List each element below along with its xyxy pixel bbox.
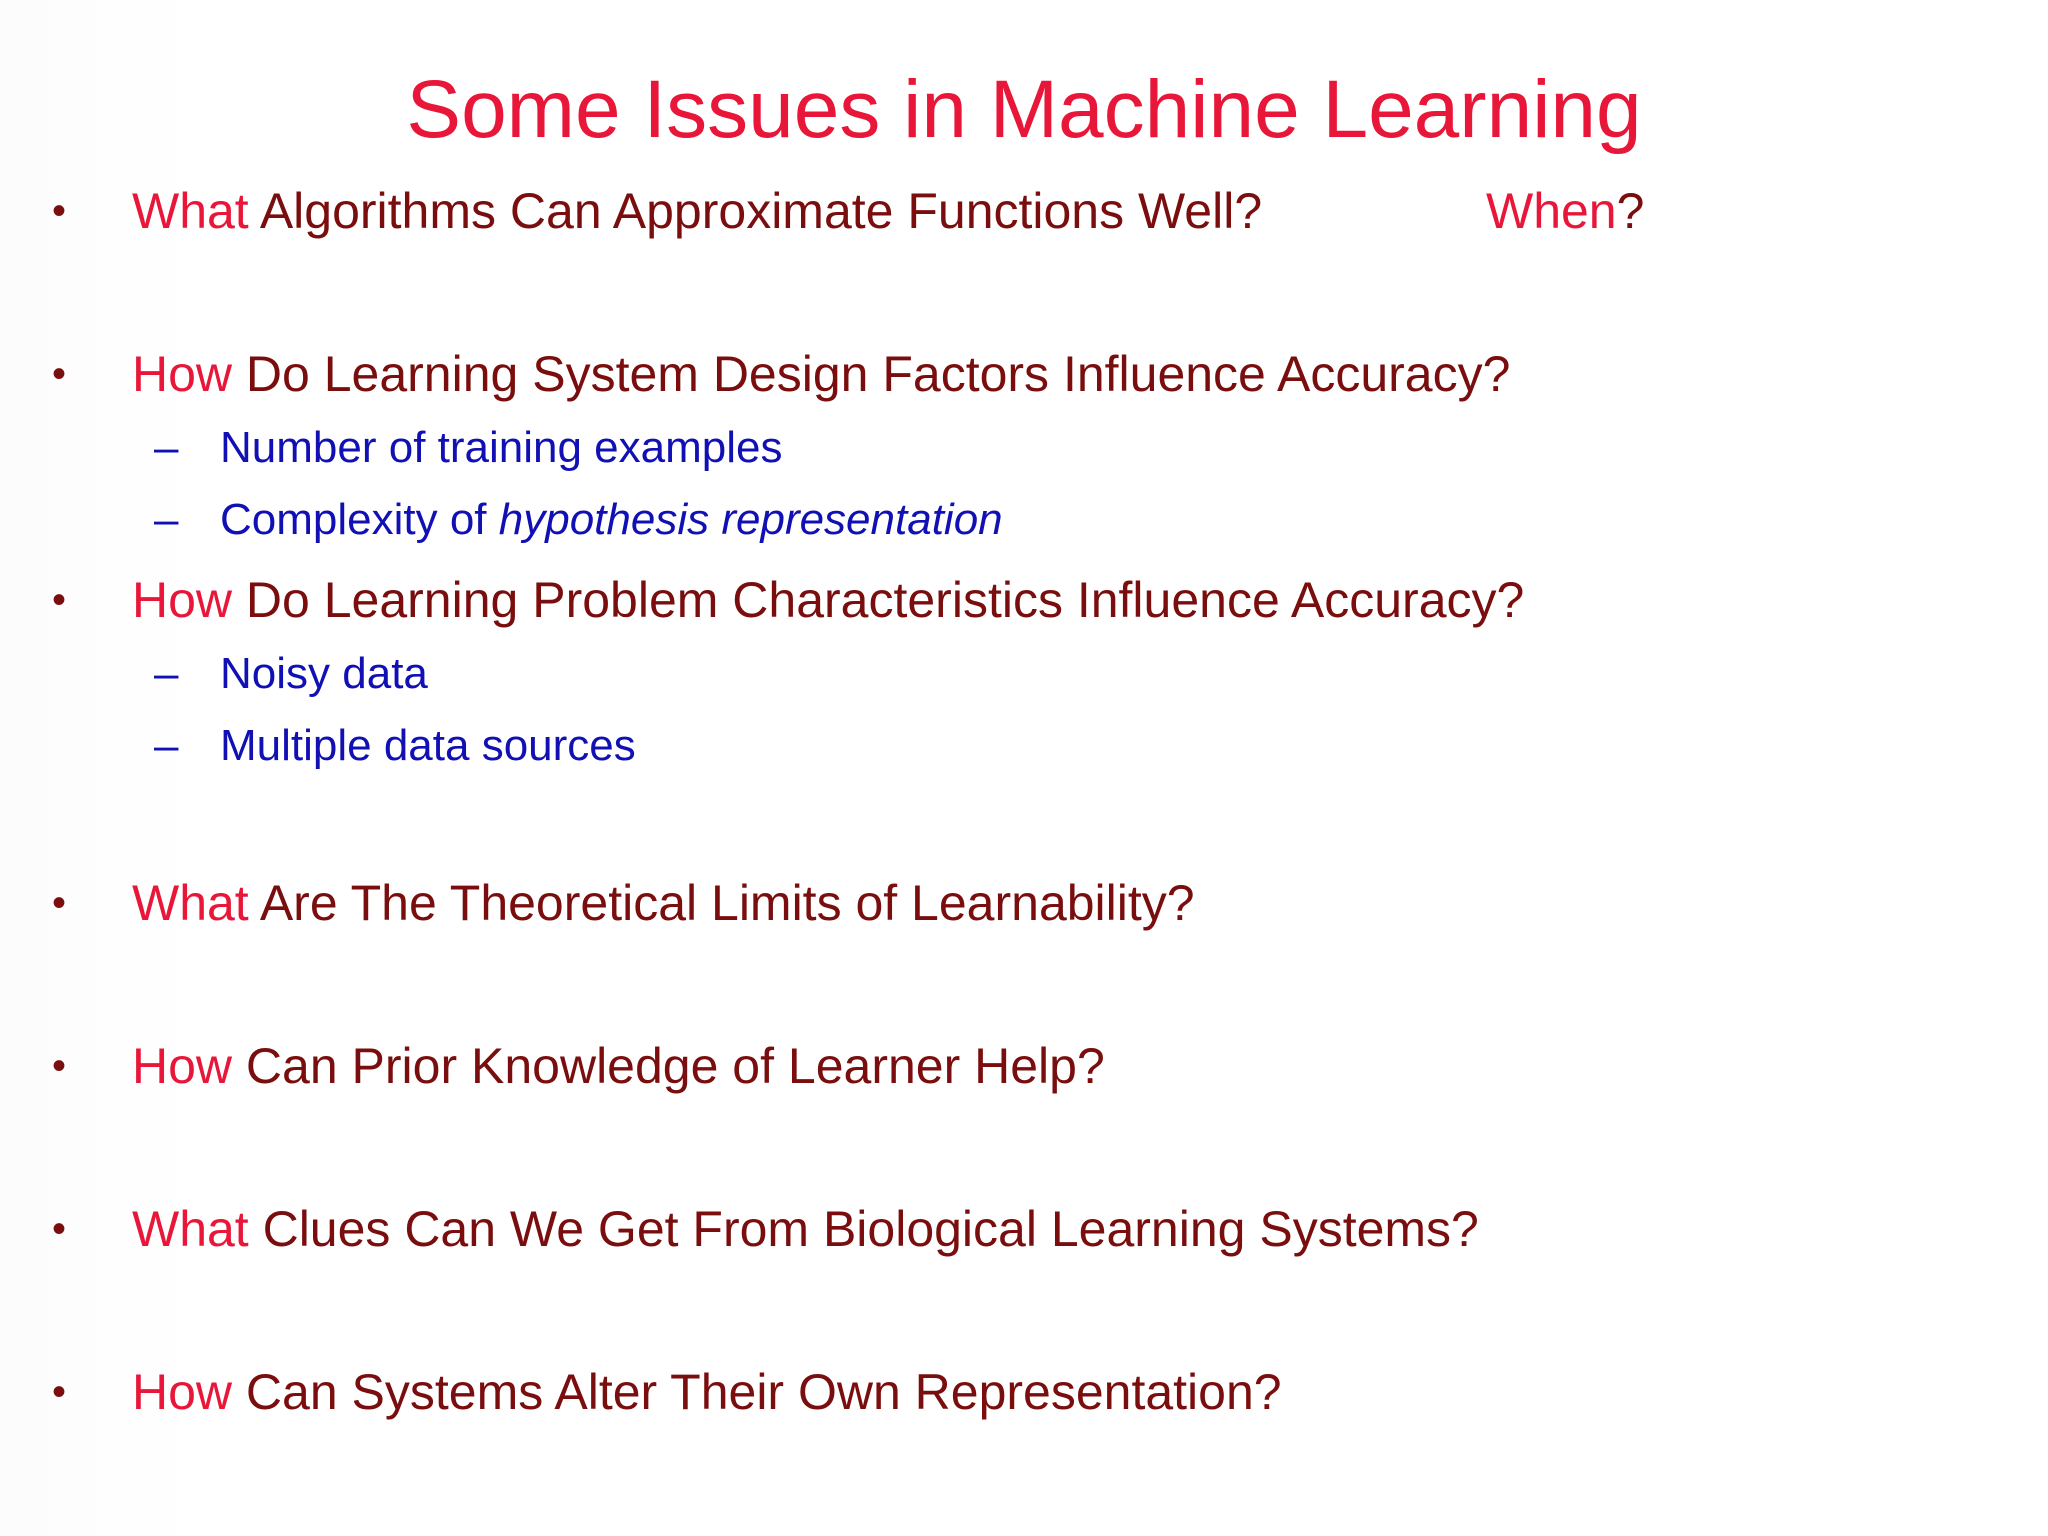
bullet-prior-knowledge (52, 1036, 1105, 1096)
bullet-marker: • (52, 578, 67, 622)
bullet-biological-clues (52, 1199, 1479, 1259)
bullet-text: Clues Can We Get From Biological Learning Systems? (248, 1201, 1479, 1257)
bullet-marker: • (52, 1044, 67, 1088)
subitem-training-examples (154, 422, 782, 474)
bullet-text: Can Prior Knowledge of Learner Help? (232, 1038, 1105, 1094)
bullet-keyword: How (132, 572, 233, 628)
bullet-keyword: How (132, 1364, 233, 1420)
bullet-text: Algorithms Can Approximate Functions Well? (248, 183, 1263, 239)
bullet-text: Do Learning System Design Factors Influence Accuracy? (232, 346, 1511, 402)
subitem-text: Number of training examples (220, 423, 783, 472)
subitem-text: Multiple data sources (220, 721, 636, 770)
subitem-noisy-data (154, 648, 428, 700)
dash-marker: – (154, 495, 179, 544)
subitem-multiple-sources (154, 720, 636, 772)
subitem-italic-text: hypothesis representation (498, 495, 1003, 544)
bullet-text: Do Learning Problem Characteristics Influence Accuracy? (232, 572, 1525, 628)
slide-title: Some Issues in Machine Learning (406, 64, 1642, 155)
bullet-keyword: How (132, 1038, 233, 1094)
bullet-text: Are The Theoretical Limits of Learnability? (248, 875, 1195, 931)
bullet-marker: • (52, 352, 67, 396)
bullet-keyword: What (132, 183, 249, 239)
subitem-text: Complexity of (220, 495, 499, 544)
bullet-marker: • (52, 1370, 67, 1414)
bullet-problem-characteristics (52, 570, 1524, 630)
bullet-keyword: How (132, 346, 233, 402)
dash-marker: – (154, 649, 179, 698)
dash-marker: – (154, 721, 179, 770)
bullet-aside-when (1486, 181, 1644, 241)
bullet-keyword: What (132, 1201, 249, 1257)
bullet-text: Can Systems Alter Their Own Representation? (232, 1364, 1282, 1420)
bullet-theoretical-limits (52, 873, 1195, 933)
bullet-alter-representation (52, 1362, 1282, 1422)
bullet-algorithms (52, 181, 1262, 241)
aside-text: ? (1616, 183, 1645, 239)
subitem-hypothesis-complexity (154, 494, 1003, 546)
aside-keyword: When (1486, 183, 1617, 239)
bullet-marker: • (52, 881, 67, 925)
dash-marker: – (154, 423, 179, 472)
bullet-marker: • (52, 189, 67, 233)
bullet-design-factors (52, 344, 1510, 404)
subitem-text: Noisy data (220, 649, 428, 698)
bullet-keyword: What (132, 875, 249, 931)
bullet-marker: • (52, 1207, 67, 1251)
